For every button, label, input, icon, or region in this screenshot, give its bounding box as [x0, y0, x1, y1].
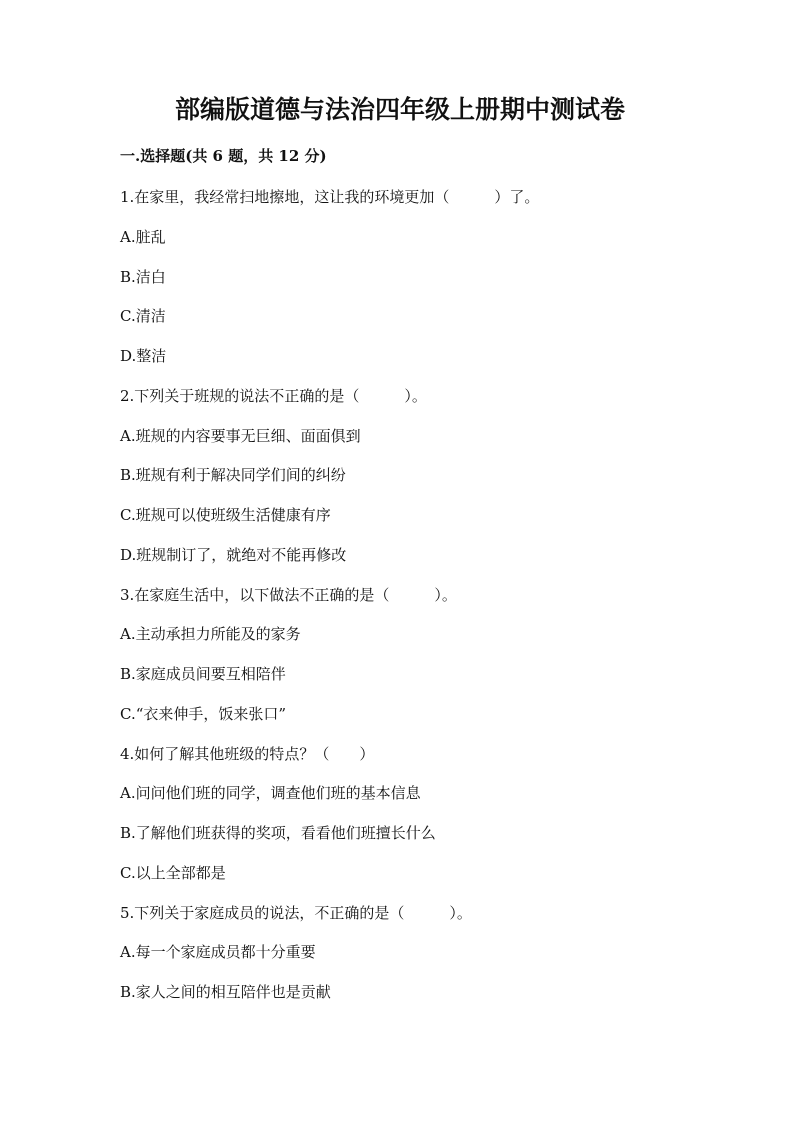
- question-list: [120, 185, 760, 1020]
- question-4: 4.如何了解其他班级的特点？（ ）: [120, 744, 375, 763]
- question-3-option-c: C.“衣来伸手，饭来张口”: [120, 704, 287, 723]
- section-heading: 一.选择题(共 6 题，共 12 分): [120, 147, 327, 165]
- question-1: 1.在家里，我经常扫地擦地，这让我的环境更加（ ）了。: [120, 188, 540, 206]
- question-4-option-b: B.了解他们班获得的奖项，看看他们班擅长什么: [120, 824, 436, 842]
- question-5-option-a: A.每一个家庭成员都十分重要: [120, 943, 316, 962]
- question-1-option-d: D.整洁: [120, 347, 167, 365]
- question-5-option-b: B.家人之间的相互陪伴也是贡献: [120, 983, 331, 1001]
- question-2-option-d: D.班规制订了，就绝对不能再修改: [120, 545, 347, 564]
- question-1-option-a: A.脏乱: [120, 227, 166, 246]
- question-1-option-b: B.洁白: [120, 267, 166, 286]
- question-2-option-b: B.班规有利于解决同学们间的纠纷: [120, 466, 346, 485]
- question-2-option-a: A.班规的内容要事无巨细、面面俱到: [120, 426, 361, 445]
- question-4-option-c: C.以上全部都是: [120, 863, 226, 882]
- question-3: 3.在家庭生活中，以下做法不正确的是（ ）。: [120, 585, 457, 604]
- question-2-option-c: C.班规可以使班级生活健康有序: [120, 506, 331, 524]
- page-title: 部编版道德与法治四年级上册期中测试卷: [174, 95, 625, 124]
- question-2: 2.下列关于班规的说法不正确的是（ ）。: [120, 386, 427, 405]
- question-5: 5.下列关于家庭成员的说法，不正确的是（ ）。: [120, 903, 472, 922]
- question-1-option-c: C.清洁: [120, 307, 166, 326]
- question-3-option-b: B.家庭成员间要互相陪伴: [120, 665, 286, 683]
- question-3-option-a: A.主动承担力所能及的家务: [120, 625, 301, 644]
- question-4-option-a: A.问问他们班的同学，调查他们班的基本信息: [120, 784, 421, 803]
